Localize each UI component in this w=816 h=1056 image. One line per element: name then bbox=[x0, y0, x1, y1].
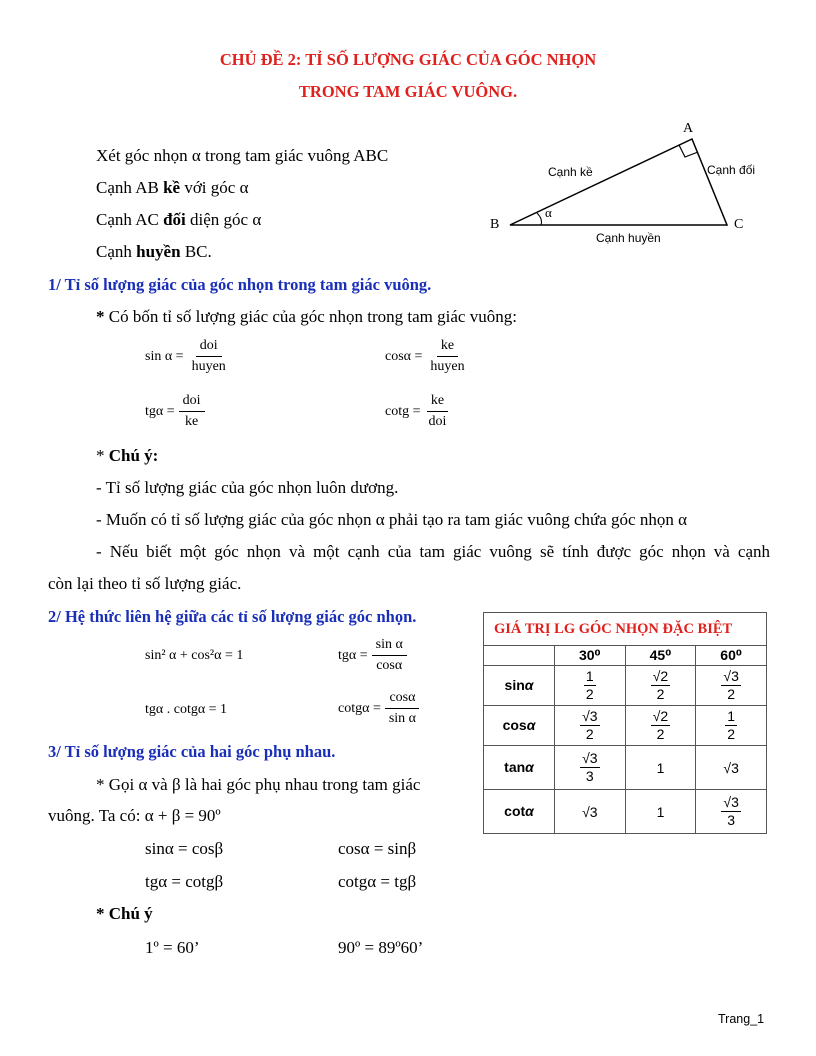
row-label-cot: cotα bbox=[484, 790, 555, 834]
formula-cotg: cotg = $\frac{ke}{\text{doi}}$ bbox=[385, 393, 447, 429]
table-header-30: 30⁰ bbox=[555, 646, 626, 666]
note-line-2: - Muốn có tỉ số lượng giác của góc nhọn α phải tạo ra tam giác vuông chứa góc nhọn α bbox=[96, 510, 687, 529]
intro-line-1: Xét góc nhọn α trong tam giác vuông ABC bbox=[96, 146, 389, 165]
right-triangle-diagram bbox=[480, 112, 780, 252]
page-title-line2: TRONG TAM GIÁC VUÔNG. bbox=[298, 82, 518, 101]
section3-note-heading: * Chú ý bbox=[96, 904, 153, 923]
sin-45-value: $\frac{√2}{2}$ bbox=[625, 666, 696, 706]
formula-sin: sin α = $\frac{\text{doi}}{\text{huyen}}$ bbox=[145, 338, 226, 374]
cos-45-value: $\frac{√2}{2}$ bbox=[625, 706, 696, 746]
page-title-line1: CHỦ ĐỀ 2: TỈ SỐ LƯỢNG GIÁC CỦA GÓC NHỌN bbox=[219, 50, 597, 69]
vertex-b-label: B bbox=[490, 217, 500, 232]
sin-60-value: $\frac{√3}{2}$ bbox=[696, 666, 767, 706]
formula-tg: tgα = $\frac{\text{doi}}{ke}$ bbox=[145, 394, 205, 429]
conversion-degree-minutes: 1º = 60’ bbox=[145, 938, 200, 957]
hypotenuse-label: Cạnh huyền bbox=[596, 231, 661, 245]
adjacent-side-label: Cạnh kề bbox=[548, 165, 593, 179]
section3-heading: 3/ Tỉ số lượng giác của hai góc phụ nhau. bbox=[48, 742, 336, 761]
sin-30-value: $\frac{1}{2}$ bbox=[555, 666, 626, 706]
cot-45-value: 1 bbox=[625, 790, 696, 834]
note-line-1: - Tỉ số lượng giác của góc nhọn luôn dương. bbox=[96, 478, 399, 497]
intro-line-2: Cạnh AB kề với góc α bbox=[96, 178, 249, 197]
note-line-3: - Nếu biết một góc nhọn và một cạnh của tam giác vuông sẽ tính được góc nhọn và cạnh bbox=[96, 542, 770, 561]
conversion-ninety-degrees: 90º = 89º60’ bbox=[338, 938, 424, 957]
table-title: GIÁ TRỊ LG GÓC NHỌN ĐẶC BIỆT bbox=[484, 613, 767, 646]
angle-alpha-label: α bbox=[545, 205, 552, 220]
note-heading: * Chú ý: bbox=[96, 446, 159, 465]
table-corner-cell bbox=[484, 646, 555, 666]
cos-30-value: $\frac{√3}{2}$ bbox=[555, 706, 626, 746]
complement-tg: tgα = cotgβ bbox=[145, 872, 224, 891]
section1-intro: * Có bốn tỉ số lượng giác của góc nhọn trong tam giác vuông: bbox=[96, 307, 517, 326]
row-label-sin: sinα bbox=[484, 666, 555, 706]
page-number: Trang_1 bbox=[718, 1012, 765, 1026]
cos-60-value: $\frac{1}{2}$ bbox=[696, 706, 767, 746]
complement-cos: cosα = sinβ bbox=[338, 839, 417, 858]
opposite-side-label: Cạnh đối bbox=[707, 163, 756, 177]
identity-pythagorean: sin² α + cos²α = 1 bbox=[145, 648, 244, 663]
formula-cos: cosα = $\frac{ke}{\text{huyen}}$ bbox=[385, 338, 465, 374]
cot-30-value: √3 bbox=[555, 790, 626, 834]
tan-45-value: 1 bbox=[625, 746, 696, 790]
identity-product: tgα . cotgα = 1 bbox=[145, 702, 228, 717]
vertex-a-label: A bbox=[683, 121, 694, 136]
complement-cotg: cotgα = tgβ bbox=[338, 872, 417, 891]
tan-30-value: $\frac{√3}{3}$ bbox=[555, 746, 626, 790]
row-label-cos: cosα bbox=[484, 706, 555, 746]
cot-60-value: $\frac{√3}{3}$ bbox=[696, 790, 767, 834]
complement-sin: sinα = cosβ bbox=[145, 839, 224, 858]
table-header-45: 45⁰ bbox=[625, 646, 696, 666]
special-angles-table bbox=[483, 612, 767, 834]
section1-heading: 1/ Tỉ số lượng giác của góc nhọn trong tam giác vuông. bbox=[48, 275, 432, 294]
section2-heading: 2/ Hệ thức liên hệ giữa các tỉ số lượng giác góc nhọn. bbox=[48, 607, 417, 626]
identity-tg: tgα = $\frac{\text{sin α}}{\cos\alpha}$ bbox=[338, 638, 407, 673]
note-line-4: còn lại theo tỉ số lượng giác. bbox=[48, 574, 242, 593]
section3-text-2: vuông. Ta có: α + β = 90º bbox=[48, 806, 221, 825]
identity-cotg: cotgα = $\frac{\cos\alpha}{\text{sin α}}$ bbox=[338, 691, 420, 726]
vertex-c-label: C bbox=[734, 217, 744, 232]
intro-line-4: Cạnh huyền BC. bbox=[96, 242, 212, 261]
table-header-60: 60⁰ bbox=[696, 646, 767, 666]
section3-text-1: * Gọi α và β là hai góc phụ nhau trong tam giác bbox=[96, 775, 421, 794]
row-label-tan: tanα bbox=[484, 746, 555, 790]
intro-line-3: Cạnh AC đối diện góc α bbox=[96, 210, 262, 229]
tan-60-value: √3 bbox=[696, 746, 767, 790]
